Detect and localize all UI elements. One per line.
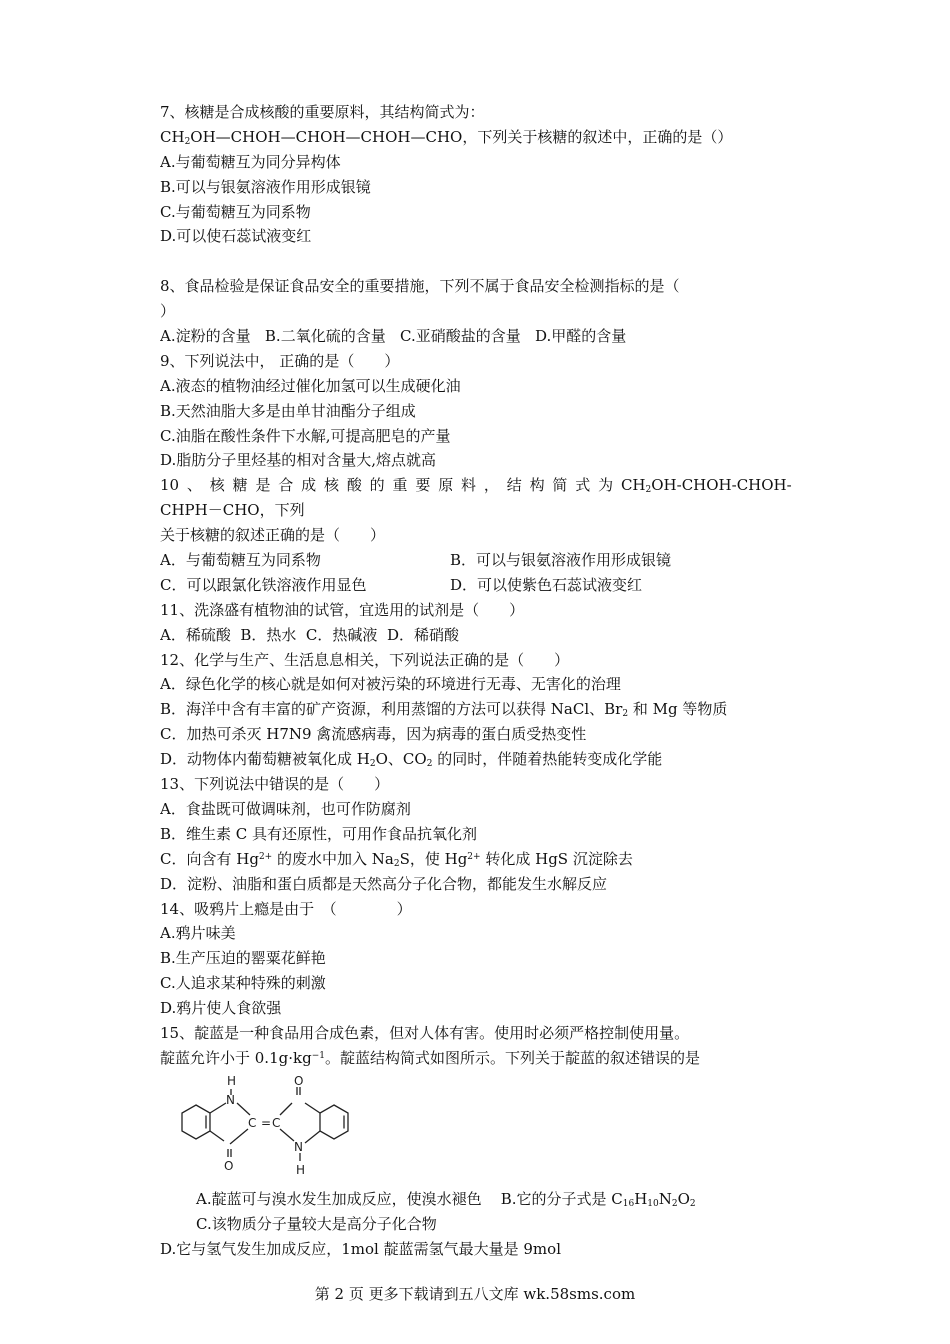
q9-option-a: A.液态的植物油经过催化加氢可以生成硬化油 — [160, 376, 461, 395]
q7-stem-line1: 7、核糖是合成核酸的重要原料，其结构简式为： — [160, 103, 485, 121]
q8-stem-line1: 8、食品检验是保证食品安全的重要措施，下列不属于食品安全检测指标的是（ — [160, 277, 680, 296]
double-bond-sign: = — [261, 1115, 272, 1130]
atom-c-left: C — [248, 1115, 257, 1130]
q8-options: A.淀粉的含量 B.二氧化硫的含量 C.亚硝酸盐的含量 D.甲醛的含量 — [160, 327, 627, 346]
indigo-structure-diagram — [168, 1071, 378, 1187]
q9-option-c: C.油脂在酸性条件下水解,可提高肥皂的产量 — [160, 426, 451, 445]
q10-options-row1 — [160, 548, 792, 573]
q7-option-d: D.可以使石蕊试液变红 — [160, 227, 312, 246]
q14-stem: 14、吸鸦片上瘾是由于 （ ） — [160, 899, 412, 918]
atom-o-bottom: O — [224, 1158, 234, 1173]
q9-option-b: B.天然油脂大多是由单甘油酯分子组成 — [160, 401, 416, 420]
q10-option-c: C．可以跟氯化铁溶液作用显色 — [160, 575, 367, 594]
q15-option-a: A.靛蓝可与溴水发生加成反应，使溴水褪色 — [196, 1189, 482, 1208]
q15-option-b: B.它的分子式是 $C_{16}H_{10}N_2O_2$ — [500, 1189, 696, 1209]
q15-option-c: C.该物质分子量较大是高分子化合物 — [196, 1214, 437, 1233]
bond-co-c-left — [230, 1129, 248, 1144]
q15-stem-line1: 15、靛蓝是一种食品用合成色素，但对人体有害。使用时必须严格控制使用量。 — [160, 1023, 690, 1042]
bond-ring-co-left — [210, 1131, 224, 1141]
q15-option-d: D.它与氢气发生加成反应，1mol 靛蓝需氢气最大量是 9mol — [160, 1239, 561, 1258]
atom-o-top: O — [294, 1073, 304, 1088]
q14-option-b: B.生产压迫的罂粟花鲜艳 — [160, 949, 326, 968]
q12-option-c: C．加热可杀灭 H7N9 禽流感病毒，因为病毒的蛋白质受热变性 — [160, 725, 587, 744]
q14-option-c: C.人追求某种特殊的刺激 — [160, 974, 326, 993]
q7-stem-line2: $CH_2OH—CHOH—CHOH—CHOH—CHO$，下列关于核糖的叙述中，正确的是（） — [160, 127, 733, 147]
q10-stem-line1: 10 、 核 糖 是 合 成 核 酸 的 重 要 原 料 ， 结 构 简 式 为 $CH_2OH-CHOH-CHOH-$ — [160, 476, 792, 496]
q14-option-d: D.鸦片使人食欲强 — [160, 999, 282, 1018]
q13-option-b: B．维生素 C 具有还原性，可用作食品抗氧化剂 — [160, 824, 478, 843]
q10-options-row2 — [160, 573, 792, 598]
q14-option-a: A.鸦片味美 — [160, 924, 236, 943]
bond-n-ring-right — [305, 1131, 320, 1143]
indigo-structure-figure — [160, 1071, 792, 1187]
spacer — [160, 249, 792, 274]
atom-h-top: H — [227, 1073, 237, 1088]
q7-option-c: C.与葡萄糖互为同系物 — [160, 202, 311, 221]
q10-option-a: A．与葡萄糖互为同系物 — [160, 551, 321, 570]
bond-ring-n-left — [210, 1103, 226, 1113]
q9-stem: 9、下列说法中， 正确的是（ ） — [160, 351, 400, 370]
q12-stem: 12、化学与生产、生活息息相关，下列说法正确的是（ ） — [160, 650, 570, 669]
bond-c-n-right — [280, 1129, 294, 1141]
q7-option-a: A.与葡萄糖互为同分异构体 — [160, 152, 341, 171]
q13-option-a: A．食盐既可做调味剂，也可作防腐剂 — [160, 799, 411, 818]
bond-n-c-left — [237, 1103, 250, 1115]
q13-stem: 13、下列说法中错误的是（ ） — [160, 775, 390, 794]
q13-option-d: D．淀粉、油脂和蛋白质都是天然高分子化合物，都能发生水解反应 — [160, 874, 608, 893]
page-footer: 第 2 页 更多下载请到五八文库 wk.58sms.com — [314, 1285, 636, 1303]
q12-option-b: B．海洋中含有丰富的矿产资源，利用蒸馏的方法可以获得 NaCl、$Br_2$ 和 Mg 等物质 — [160, 700, 728, 720]
atom-h-bottom: H — [296, 1162, 306, 1177]
q7-option-b: B.可以与银氨溶液作用形成银镜 — [160, 177, 371, 196]
atom-n-left: N — [226, 1092, 235, 1107]
q10-option-d: D．可以使紫色石蕊试液变红 — [450, 575, 643, 594]
q15-options-row1 — [160, 1187, 792, 1212]
q15-stem-line2: 靛蓝允许小于 $0.1g\cdot kg^{-1}$。靛蓝结构简式如图所示。下列关于靛蓝的叙述错误的是 — [160, 1048, 700, 1067]
q9-option-d: D.脂肪分子里烃基的相对含量大,熔点就高 — [160, 451, 437, 470]
bond-c-co-right — [280, 1103, 292, 1115]
q10-option-b: B．可以与银氨溶液作用形成银镜 — [450, 551, 672, 570]
q13-option-c: C．向含有 $Hg^{2+}$ 的废水中加入 $Na_2S$，使 $Hg^{2+}$ 转化成 HgS 沉淀除去 — [160, 849, 633, 869]
question-content — [160, 100, 792, 1261]
q11-options: A．稀硫酸 B．热水 C．热碱液 D．稀硝酸 — [160, 625, 459, 644]
q12-option-a: A．绿色化学的核心就是如何对被污染的环境进行无毒、无害化的治理 — [160, 675, 621, 694]
q10-stem-line2: CHPH－CHO，下列 — [160, 501, 305, 520]
bond-co-ring-right — [305, 1103, 320, 1113]
q11-stem: 11、洗涤盛有植物油的试管，宜选用的试剂是（ ） — [160, 600, 525, 619]
q8-stem-line2: ） — [160, 302, 176, 321]
atom-c-right: C — [272, 1115, 281, 1130]
atom-n-right: N — [294, 1139, 303, 1154]
q10-stem-line3: 关于核糖的叙述正确的是（ ） — [160, 526, 386, 545]
q12-option-d: D．动物体内葡萄糖被氧化成 $H_2O$、$CO_2$ 的同时，伴随着热能转变成化学能 — [160, 750, 663, 770]
